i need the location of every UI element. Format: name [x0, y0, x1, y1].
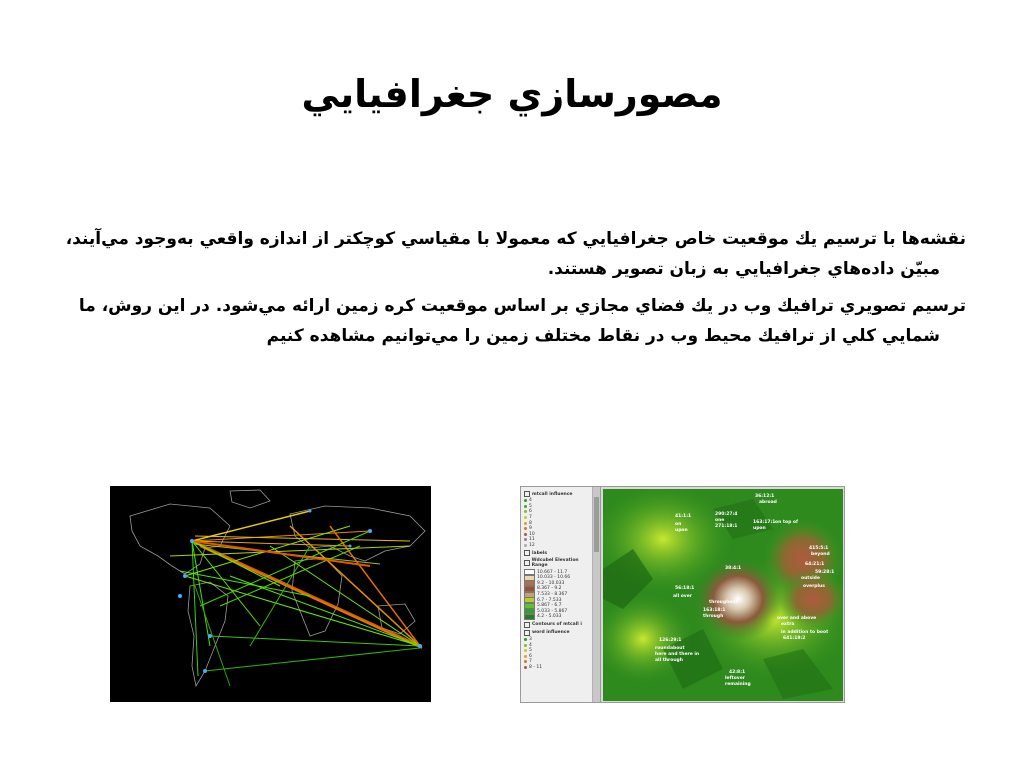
legend-section-label: mtcall influence — [532, 491, 573, 497]
legend-item-label: 9 — [529, 526, 532, 532]
legend-item-label: 7.533 - 8.367 — [537, 592, 568, 598]
terrain-label: one — [715, 518, 725, 523]
terrain-label: outside — [801, 576, 820, 581]
legend-item-label: 8 - 11 — [529, 664, 543, 670]
terrain-label: 163:17:1 — [753, 520, 776, 525]
legend-section-header[interactable] — [524, 622, 589, 628]
legend-swatch — [524, 666, 527, 669]
legend-item-label: 7 — [529, 515, 532, 521]
legend-item-label: 10 — [529, 531, 535, 537]
terrain-label: 290:27:4 — [715, 512, 738, 517]
legend-swatch — [524, 516, 527, 519]
legend-swatch — [524, 638, 527, 641]
legend-checkbox[interactable] — [524, 622, 530, 628]
legend-item-label: 4.2 - 5.033 — [537, 614, 562, 620]
terrain-map — [603, 489, 843, 701]
slide-title: مصورسازي جغرافيايي — [301, 72, 723, 116]
legend-item-label: 9.2 - 10.033 — [537, 580, 565, 586]
legend-item-label: 8 — [529, 520, 532, 526]
legend-checkbox[interactable] — [524, 491, 530, 497]
terrain-label: beyond — [811, 552, 830, 557]
terrain-label: upon — [675, 528, 688, 533]
terrain-label: 38:4:1 — [725, 566, 742, 571]
legend-section-header[interactable] — [524, 630, 589, 636]
terrain-label: through — [703, 614, 724, 619]
legend-section-label: word influence — [532, 630, 570, 636]
legend-swatch — [524, 505, 527, 508]
legend-swatch — [524, 527, 527, 530]
bullet-item — [58, 291, 966, 351]
bullet-line-continued: مبيّن داده‌هاي جغرافيايي به زبان تصوير هستند. — [547, 259, 940, 279]
legend-checkbox[interactable] — [524, 550, 530, 556]
terrain-label: 64:21:1 — [805, 562, 825, 567]
terrain-label: leftover — [725, 676, 745, 681]
legend-item-label: 5.033 - 5.867 — [537, 608, 568, 614]
legend-item-label: 6 — [529, 653, 532, 659]
legend-item-label: 11 — [529, 537, 535, 543]
terrain-label: on — [675, 522, 682, 527]
terrain-label: roundabout — [655, 646, 685, 651]
traffic-map-drawing — [110, 486, 431, 702]
legend-item — [524, 614, 589, 620]
legend-item-label: 7 — [529, 659, 532, 665]
terrain-label: all over — [673, 594, 692, 599]
legend-item-label: 10.667 - 11.7 — [537, 569, 568, 575]
terrain-label: overplus — [803, 584, 825, 589]
terrain-label: throughout — [709, 600, 738, 605]
bullet-line-continued: شمايي كلي از ترافيك محيط وب در نقاط مختلف زمين را مي‌توانيم مشاهده كنيم — [266, 326, 940, 346]
legend-item-label: 5 — [529, 648, 532, 654]
legend-item-label: 5.867 - 6.7 — [537, 603, 562, 609]
bullet-list — [58, 224, 966, 358]
terrain-label: 163:18:1 — [703, 608, 726, 613]
legend-section-header[interactable] — [524, 550, 589, 556]
legend-panel — [521, 487, 593, 702]
terrain-label: 42:8:1 — [729, 670, 746, 675]
legend-section-header[interactable] — [524, 491, 589, 497]
terrain-label: upon — [753, 526, 766, 531]
legend-item-label: 5 — [529, 503, 532, 509]
terrain-label: in addition to boot — [781, 630, 829, 635]
bullet-item — [58, 224, 966, 284]
legend-section-header[interactable] — [524, 558, 589, 568]
terrain-label: 641:19:2 — [783, 636, 806, 641]
legend-swatch — [524, 510, 527, 513]
terrain-label: on top of — [775, 520, 798, 525]
legend-swatch — [524, 649, 527, 652]
terrain-label: here and there in — [655, 652, 700, 657]
terrain-label: 126:29:1 — [659, 638, 682, 643]
legend-item-label: 12 — [529, 543, 535, 549]
legend-swatch — [524, 660, 527, 663]
terrain-label: abroad — [759, 500, 777, 505]
terrain-label: 271:18:1 — [715, 524, 738, 529]
legend-scrollbar — [593, 487, 601, 702]
legend-section-label: Wdcubel Elevation Range — [531, 558, 579, 569]
legend-swatch — [524, 614, 535, 620]
legend-swatch — [524, 522, 527, 525]
legend-swatch — [524, 655, 527, 658]
terrain-label: 415:5:1 — [809, 546, 829, 551]
legend-item-label: 6.7 - 7.533 — [537, 597, 562, 603]
legend-item-label: 8.367 - 9.2 — [537, 586, 562, 592]
legend-swatch — [524, 533, 527, 536]
legend-item-label: 4 — [529, 498, 532, 504]
terrain-label: remaining — [725, 682, 751, 687]
legend-item-label: 6 — [529, 509, 532, 515]
legend-checkbox[interactable] — [524, 630, 530, 636]
terrain-label: all through — [655, 658, 683, 663]
terrain-label: over and above — [777, 616, 817, 621]
legend-item-label: 10.033 - 10.66 — [537, 575, 571, 581]
legend-item — [524, 543, 589, 549]
terrain-visualization-image — [520, 486, 845, 703]
legend-item — [524, 665, 589, 671]
legend-item-label: 4 — [529, 642, 532, 648]
terrain-label: 36:12:1 — [755, 494, 775, 499]
terrain-label: 41:1:1 — [675, 514, 692, 519]
legend-swatch — [524, 544, 527, 547]
legend-swatch — [524, 538, 527, 541]
terrain-label: 56:18:1 — [675, 586, 695, 591]
legend-item-label: 3 — [529, 636, 532, 642]
legend-section-label: Contours of mtcall i — [532, 622, 582, 628]
terrain-label: extra — [781, 622, 795, 627]
legend-section-label: labels — [532, 550, 548, 556]
web-traffic-map-image — [110, 486, 431, 702]
legend-swatch — [524, 499, 527, 502]
bullet-line: نقشه‌ها با ترسيم يك موقعيت خاص جغرافيايي كه معمولا با مقياسي كوچكتر از اندازه واقعي به‌وجود مي‌آيند، — [65, 229, 966, 249]
terrain-label: 59:28:1 — [815, 570, 835, 575]
legend-checkbox[interactable] — [524, 560, 530, 566]
legend-swatch — [524, 644, 527, 647]
terrain-drawing — [603, 489, 843, 701]
bullet-line: ترسيم تصويري ترافيك وب در يك فضاي مجازي بر اساس موقعيت كره زمين ارائه مي‌شود. در اين روش، ما — [78, 296, 966, 316]
